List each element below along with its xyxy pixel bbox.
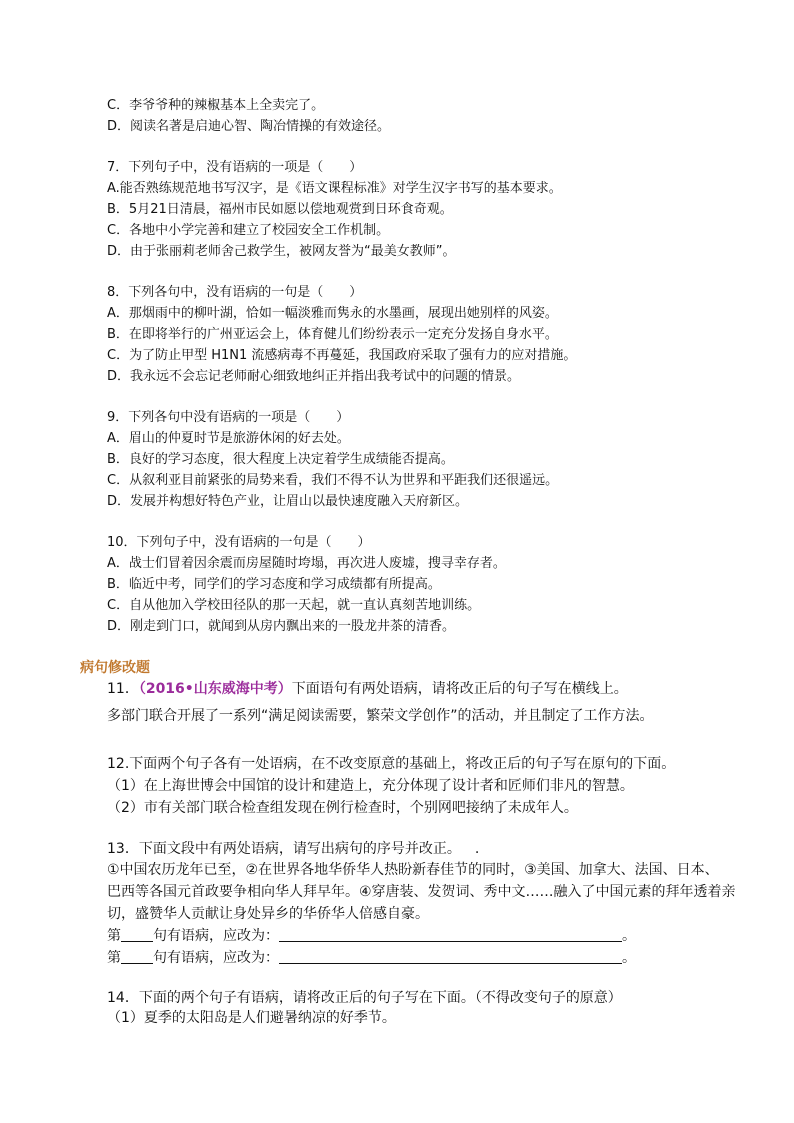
question-8-option-d: D．我永远不会忘记老师耐心细致地纠正并指出我考试中的问题的情景。 — [107, 369, 521, 384]
question-9-option-d: D．发展并构想好特色产业，让眉山以最快速度融入天府新区。 — [107, 494, 469, 509]
answer-number-blank-2[interactable] — [121, 949, 153, 964]
option-c: C．李爷爷种的辣椒基本上全卖完了。 — [107, 98, 325, 113]
question-8-option-c: C．为了防止甲型 H1N1 流感病毒不再蔓延，我国政府采取了强有力的应对措施。 — [107, 348, 577, 363]
answer-correction-blank-2[interactable] — [279, 949, 622, 964]
question-12-stem: 12.下面两个句子各有一处语病，在不改变原意的基础上，将改正后的句子写在原句的下面。 — [107, 756, 676, 772]
question-8-option-a: A．那烟雨中的柳叶湖，恰如一幅淡雅而隽永的水墨画，展现出她别样的风姿。 — [107, 306, 558, 321]
question-8-stem: 8．下列各句中，没有语病的一句是（ ） — [107, 285, 363, 300]
question-14-stem: 14．下面的两个句子有语病，请将改正后的句子写在下面。（不得改变句子的原意） — [107, 990, 622, 1006]
question-14-sentence-1: （1）夏季的太阳岛是人们避暑纳凉的好季节。 — [107, 1010, 396, 1026]
answer-correction-blank-1[interactable] — [279, 927, 622, 942]
question-11-stem — [107, 679, 628, 699]
question-7-option-a: A.能否熟练规范地书写汉字，是《语文课程标准》对学生汉字书写的基本要求。 — [107, 181, 562, 196]
question-10-stem: 10．下列句子中，没有语病的一句是（ ） — [107, 535, 371, 550]
question-10-option-b: B．临近中考，同学们的学习态度和学习成绩都有所提高。 — [107, 577, 441, 592]
question-13-passage-line-3: 切，盛赞华人贡献让身处异乡的华侨华人倍感自豪。 — [107, 906, 429, 922]
answer-number-blank-1[interactable] — [121, 927, 153, 942]
question-8-option-b: B．在即将举行的广州亚运会上，体育健儿们纷纷表示一定充分发扬自身水平。 — [107, 327, 558, 342]
question-9-option-a: A．眉山的仲夏时节是旅游休闲的好去处。 — [107, 431, 350, 446]
question-11-source: （2016•山东威海中考） — [138, 681, 292, 697]
section-heading: 病句修改题 — [80, 660, 150, 676]
answer-line-2: 第 句有语病，应改为： 。 — [107, 950, 636, 966]
option-d: D．阅读名著是启迪心智、陶冶情操的有效途径。 — [107, 119, 391, 134]
answer-line-1: 第 句有语病，应改为： 。 — [107, 928, 636, 944]
question-7-option-c: C．各地中小学完善和建立了校园安全工作机制。 — [107, 223, 390, 238]
question-9-option-b: B．良好的学习态度，很大程度上决定着学生成绩能否提高。 — [107, 452, 454, 467]
question-7-option-d: D．由于张丽莉老师舍己救学生，被网友誉为“最美女教师”。 — [107, 244, 456, 259]
question-7-stem: 7．下列句子中，没有语病的一项是（ ） — [107, 160, 363, 175]
question-13-passage-line-2: 巴西等各国元首政要争相向华人拜早年。④穿唐装、发贺词、秀中文……融入了中国元素的拜年透着亲 — [107, 884, 736, 900]
question-10-option-a: A．战士们冒着因余震而房屋随时垮塌，再次进人废墟，搜寻幸存者。 — [107, 556, 506, 571]
question-13-stem: 13．下面文段中有两处语病，请写出病句的序号并改正。 . — [107, 841, 480, 857]
question-9-stem: 9．下列各句中没有语病的一项是（ ） — [107, 410, 350, 425]
question-11-sentence: 多部门联合开展了一系列“满足阅读需要，繁荣文学创作”的活动，并且制定了工作方法。 — [107, 708, 654, 724]
question-11-number: 11． — [107, 681, 139, 697]
question-13-passage-line-1: ①中国农历龙年已至，②在世界各地华侨华人热盼新春佳节的同时，③美国、加拿大、法国、日本、 — [107, 862, 719, 878]
question-10-option-d: D．刚走到门口，就闻到从房内飘出来的一股龙井茶的清香。 — [107, 619, 456, 634]
question-12-sentence-2: （2）市有关部门联合检查组发现在例行检查时，个别网吧接纳了未成年人。 — [107, 800, 578, 816]
stray-dot: . — [474, 841, 480, 857]
question-12-sentence-1: （1）在上海世博会中国馆的设计和建造上，充分体现了设计者和匠师们非凡的智慧。 — [107, 778, 634, 794]
question-10-option-c: C．自从他加入学校田径队的那一天起，就一直认真刻苦地训练。 — [107, 598, 481, 613]
question-9-option-c: C．从叙利亚目前紧张的局势来看，我们不得不认为世界和平距我们还很遥远。 — [107, 473, 559, 488]
question-11-text: 下面语句有两处语病，请将改正后的句子写在横线上。 — [291, 681, 628, 697]
question-7-option-b: B．5月21日清晨，福州市民如愿以偿地观赏到日环食奇观。 — [107, 202, 453, 217]
